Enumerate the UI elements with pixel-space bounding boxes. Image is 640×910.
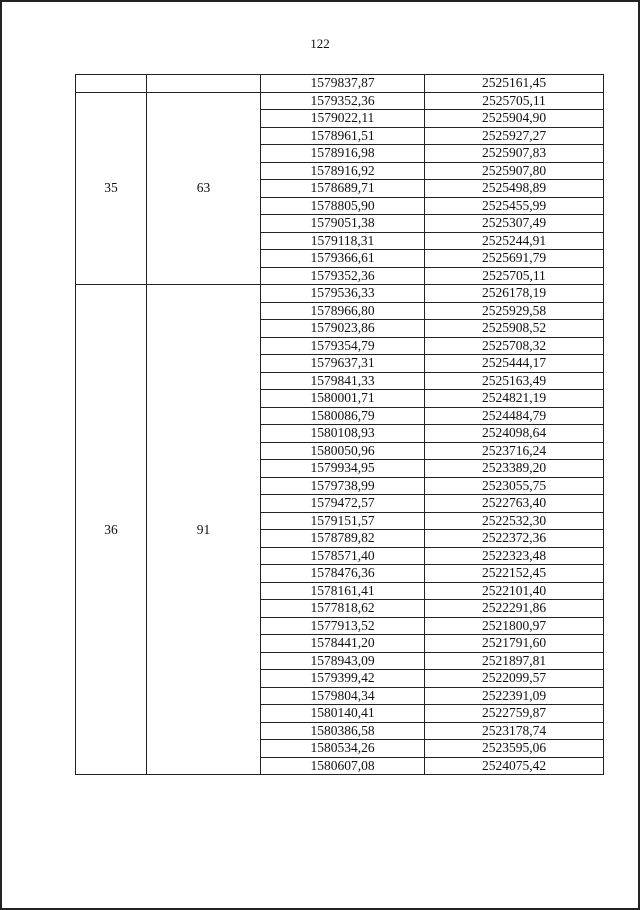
x-coordinate-cell: 1579151,57 bbox=[261, 512, 425, 530]
y-coordinate-cell: 2522101,40 bbox=[425, 582, 604, 600]
y-coordinate-cell: 2521791,60 bbox=[425, 635, 604, 653]
x-coordinate-cell: 1578161,41 bbox=[261, 582, 425, 600]
x-coordinate-cell: 1578441,20 bbox=[261, 635, 425, 653]
x-coordinate-cell: 1579536,33 bbox=[261, 285, 425, 303]
y-coordinate-cell: 2525455,99 bbox=[425, 197, 604, 215]
x-coordinate-cell: 1579841,33 bbox=[261, 372, 425, 390]
y-coordinate-cell: 2525161,45 bbox=[425, 75, 604, 93]
x-coordinate-cell: 1577818,62 bbox=[261, 600, 425, 618]
x-coordinate-cell: 1580050,96 bbox=[261, 442, 425, 460]
point-count-cell: 63 bbox=[147, 92, 261, 285]
x-coordinate-cell: 1579934,95 bbox=[261, 460, 425, 478]
x-coordinate-cell: 1580386,58 bbox=[261, 722, 425, 740]
x-coordinate-cell: 1580108,93 bbox=[261, 425, 425, 443]
y-coordinate-cell: 2525908,52 bbox=[425, 320, 604, 338]
x-coordinate-cell: 1578916,92 bbox=[261, 162, 425, 180]
x-coordinate-cell: 1579804,34 bbox=[261, 687, 425, 705]
y-coordinate-cell: 2525691,79 bbox=[425, 250, 604, 268]
x-coordinate-cell: 1579399,42 bbox=[261, 670, 425, 688]
y-coordinate-cell: 2522759,87 bbox=[425, 705, 604, 723]
y-coordinate-cell: 2521897,81 bbox=[425, 652, 604, 670]
x-coordinate-cell: 1579472,57 bbox=[261, 495, 425, 513]
x-coordinate-cell: 1579354,79 bbox=[261, 337, 425, 355]
coordinates-table bbox=[75, 74, 604, 775]
table-row bbox=[76, 285, 604, 303]
y-coordinate-cell: 2525705,11 bbox=[425, 267, 604, 285]
x-coordinate-cell: 1578805,90 bbox=[261, 197, 425, 215]
y-coordinate-cell: 2525904,90 bbox=[425, 110, 604, 128]
x-coordinate-cell: 1578689,71 bbox=[261, 180, 425, 198]
x-coordinate-cell: 1579366,61 bbox=[261, 250, 425, 268]
y-coordinate-cell: 2522391,09 bbox=[425, 687, 604, 705]
x-coordinate-cell: 1578966,80 bbox=[261, 302, 425, 320]
x-coordinate-cell: 1580607,08 bbox=[261, 757, 425, 775]
table-row bbox=[76, 92, 604, 110]
y-coordinate-cell: 2524821,19 bbox=[425, 390, 604, 408]
y-coordinate-cell: 2525498,89 bbox=[425, 180, 604, 198]
plot-number-cell bbox=[76, 75, 147, 93]
y-coordinate-cell: 2523595,06 bbox=[425, 740, 604, 758]
x-coordinate-cell: 1579352,36 bbox=[261, 267, 425, 285]
point-count-cell: 91 bbox=[147, 285, 261, 775]
coordinates-table-body bbox=[76, 75, 604, 775]
y-coordinate-cell: 2524484,79 bbox=[425, 407, 604, 425]
x-coordinate-cell: 1579051,38 bbox=[261, 215, 425, 233]
x-coordinate-cell: 1580534,26 bbox=[261, 740, 425, 758]
x-coordinate-cell: 1577913,52 bbox=[261, 617, 425, 635]
y-coordinate-cell: 2524098,64 bbox=[425, 425, 604, 443]
y-coordinate-cell: 2525705,11 bbox=[425, 92, 604, 110]
x-coordinate-cell: 1579023,86 bbox=[261, 320, 425, 338]
y-coordinate-cell: 2525307,49 bbox=[425, 215, 604, 233]
y-coordinate-cell: 2525244,91 bbox=[425, 232, 604, 250]
x-coordinate-cell: 1579637,31 bbox=[261, 355, 425, 373]
x-coordinate-cell: 1580001,71 bbox=[261, 390, 425, 408]
y-coordinate-cell: 2522763,40 bbox=[425, 495, 604, 513]
x-coordinate-cell: 1578961,51 bbox=[261, 127, 425, 145]
x-coordinate-cell: 1579837,87 bbox=[261, 75, 425, 93]
y-coordinate-cell: 2521800,97 bbox=[425, 617, 604, 635]
y-coordinate-cell: 2526178,19 bbox=[425, 285, 604, 303]
x-coordinate-cell: 1580086,79 bbox=[261, 407, 425, 425]
plot-number-cell: 35 bbox=[76, 92, 147, 285]
y-coordinate-cell: 2522372,36 bbox=[425, 530, 604, 548]
x-coordinate-cell: 1578571,40 bbox=[261, 547, 425, 565]
y-coordinate-cell: 2525927,27 bbox=[425, 127, 604, 145]
y-coordinate-cell: 2525708,32 bbox=[425, 337, 604, 355]
y-coordinate-cell: 2523055,75 bbox=[425, 477, 604, 495]
y-coordinate-cell: 2522532,30 bbox=[425, 512, 604, 530]
x-coordinate-cell: 1578943,09 bbox=[261, 652, 425, 670]
y-coordinate-cell: 2522152,45 bbox=[425, 565, 604, 583]
table-row bbox=[76, 75, 604, 93]
y-coordinate-cell: 2525163,49 bbox=[425, 372, 604, 390]
x-coordinate-cell: 1578476,36 bbox=[261, 565, 425, 583]
page-number: 122 bbox=[310, 36, 330, 51]
x-coordinate-cell: 1579738,99 bbox=[261, 477, 425, 495]
y-coordinate-cell: 2525907,80 bbox=[425, 162, 604, 180]
y-coordinate-cell: 2522099,57 bbox=[425, 670, 604, 688]
x-coordinate-cell: 1578789,82 bbox=[261, 530, 425, 548]
x-coordinate-cell: 1579118,31 bbox=[261, 232, 425, 250]
y-coordinate-cell: 2523178,74 bbox=[425, 722, 604, 740]
x-coordinate-cell: 1579022,11 bbox=[261, 110, 425, 128]
x-coordinate-cell: 1578916,98 bbox=[261, 145, 425, 163]
y-coordinate-cell: 2523389,20 bbox=[425, 460, 604, 478]
x-coordinate-cell: 1579352,36 bbox=[261, 92, 425, 110]
y-coordinate-cell: 2524075,42 bbox=[425, 757, 604, 775]
y-coordinate-cell: 2523716,24 bbox=[425, 442, 604, 460]
plot-number-cell: 36 bbox=[76, 285, 147, 775]
point-count-cell bbox=[147, 75, 261, 93]
y-coordinate-cell: 2522323,48 bbox=[425, 547, 604, 565]
x-coordinate-cell: 1580140,41 bbox=[261, 705, 425, 723]
y-coordinate-cell: 2522291,86 bbox=[425, 600, 604, 618]
y-coordinate-cell: 2525907,83 bbox=[425, 145, 604, 163]
y-coordinate-cell: 2525444,17 bbox=[425, 355, 604, 373]
y-coordinate-cell: 2525929,58 bbox=[425, 302, 604, 320]
